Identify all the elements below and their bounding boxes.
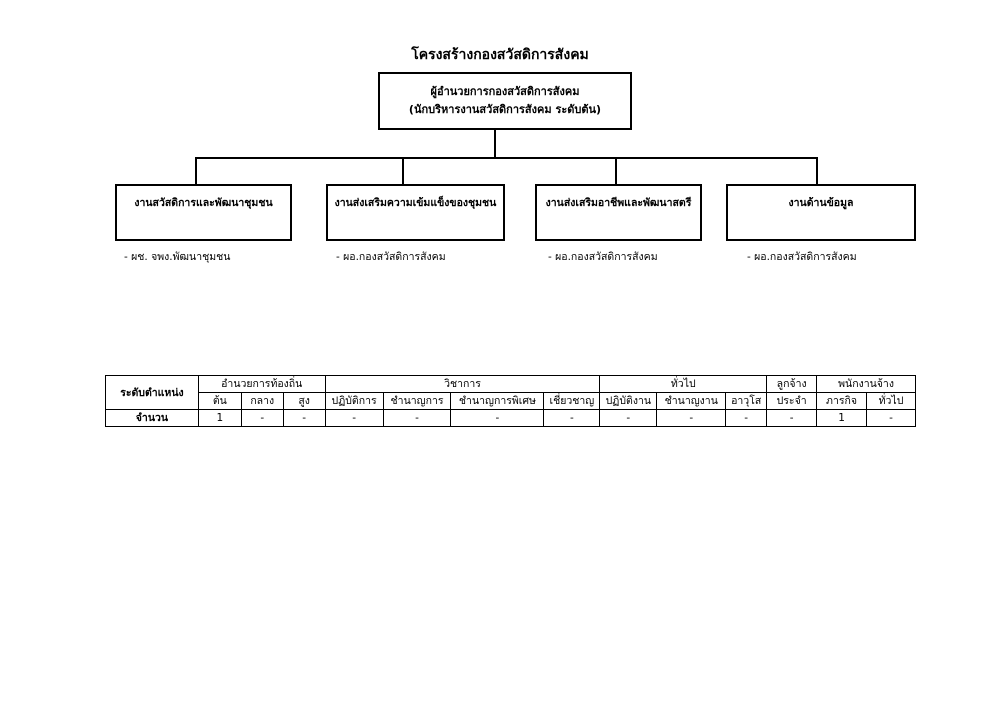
connector-unit-4 — [816, 157, 818, 185]
connector-trunk — [494, 130, 496, 159]
count-cell: - — [451, 410, 544, 427]
count-label-cell: จำนวน — [106, 410, 199, 427]
sub-header-cell: เชี่ยวชาญ — [544, 393, 600, 410]
sub-header-cell: อาวุโส — [726, 393, 767, 410]
unit-name: งานด้านข้อมูล — [788, 197, 854, 209]
sub-header-cell: ชำนาญการพิเศษ — [451, 393, 544, 410]
unit-staff: - ผช. จพง.พัฒนาชุมชน — [124, 251, 231, 263]
count-cell: - — [383, 410, 451, 427]
connector-unit-2 — [402, 157, 404, 185]
count-cell: - — [241, 410, 283, 427]
director-rank: (นักบริหารงานสวัสดิการสังคม ระดับต้น) — [408, 103, 602, 116]
row-header-cell: ระดับตำแหน่ง — [106, 376, 199, 410]
director-title: ผู้อำนวยการกองสวัสดิการสังคม — [430, 85, 580, 98]
unit-box-data — [726, 184, 916, 241]
unit-name: งานส่งเสริมความเข้มแข็งของชุมชน — [334, 197, 497, 209]
count-cell: 1 — [817, 410, 867, 427]
unit-box-career — [535, 184, 702, 241]
group-local-admin: อำนวยการท้องถิ่น — [198, 376, 325, 393]
sub-header-cell: ปฏิบัติงาน — [600, 393, 657, 410]
connector-unit-1 — [195, 157, 197, 185]
unit-staff: - ผอ.กองสวัสดิการสังคม — [747, 251, 857, 263]
sub-header-cell: ชำนาญการ — [383, 393, 451, 410]
count-cell: - — [283, 410, 325, 427]
group-general: ทั่วไป — [600, 376, 767, 393]
count-cell: - — [600, 410, 657, 427]
count-cell: - — [866, 410, 915, 427]
sub-header-cell: ทั่วไป — [866, 393, 915, 410]
sub-header-cell: ภารกิจ — [817, 393, 867, 410]
count-cell: 1 — [198, 410, 241, 427]
count-cell: - — [325, 410, 383, 427]
table-row — [106, 410, 916, 427]
group-employee: พนักงานจ้าง — [817, 376, 916, 393]
page-title: โครงสร้างกองสวัสดิการสังคม — [411, 47, 589, 63]
count-cell: - — [767, 410, 817, 427]
count-cell: - — [726, 410, 767, 427]
director-box — [378, 72, 632, 130]
unit-staff: - ผอ.กองสวัสดิการสังคม — [336, 251, 446, 263]
unit-box-welfare — [115, 184, 292, 241]
sub-header-cell: กลาง — [241, 393, 283, 410]
group-permanent-worker: ลูกจ้าง — [767, 376, 817, 393]
sub-header-cell: ต้น — [198, 393, 241, 410]
position-table — [105, 375, 916, 427]
count-cell: - — [544, 410, 600, 427]
connector-bus — [195, 157, 818, 159]
unit-name: งานสวัสดิการและพัฒนาชุมชน — [134, 197, 273, 209]
unit-name: งานส่งเสริมอาชีพและพัฒนาสตรี — [545, 197, 692, 209]
sub-header-cell: สูง — [283, 393, 325, 410]
sub-header-cell: ปฏิบัติการ — [325, 393, 383, 410]
sub-header-cell: ชำนาญงาน — [657, 393, 726, 410]
unit-staff: - ผอ.กองสวัสดิการสังคม — [548, 251, 658, 263]
unit-box-community — [326, 184, 505, 241]
sub-header-cell: ประจำ — [767, 393, 817, 410]
connector-unit-3 — [615, 157, 617, 185]
table-header-row — [106, 376, 916, 393]
count-cell: - — [657, 410, 726, 427]
group-academic: วิชาการ — [325, 376, 600, 393]
table-subheader-row — [106, 393, 916, 410]
